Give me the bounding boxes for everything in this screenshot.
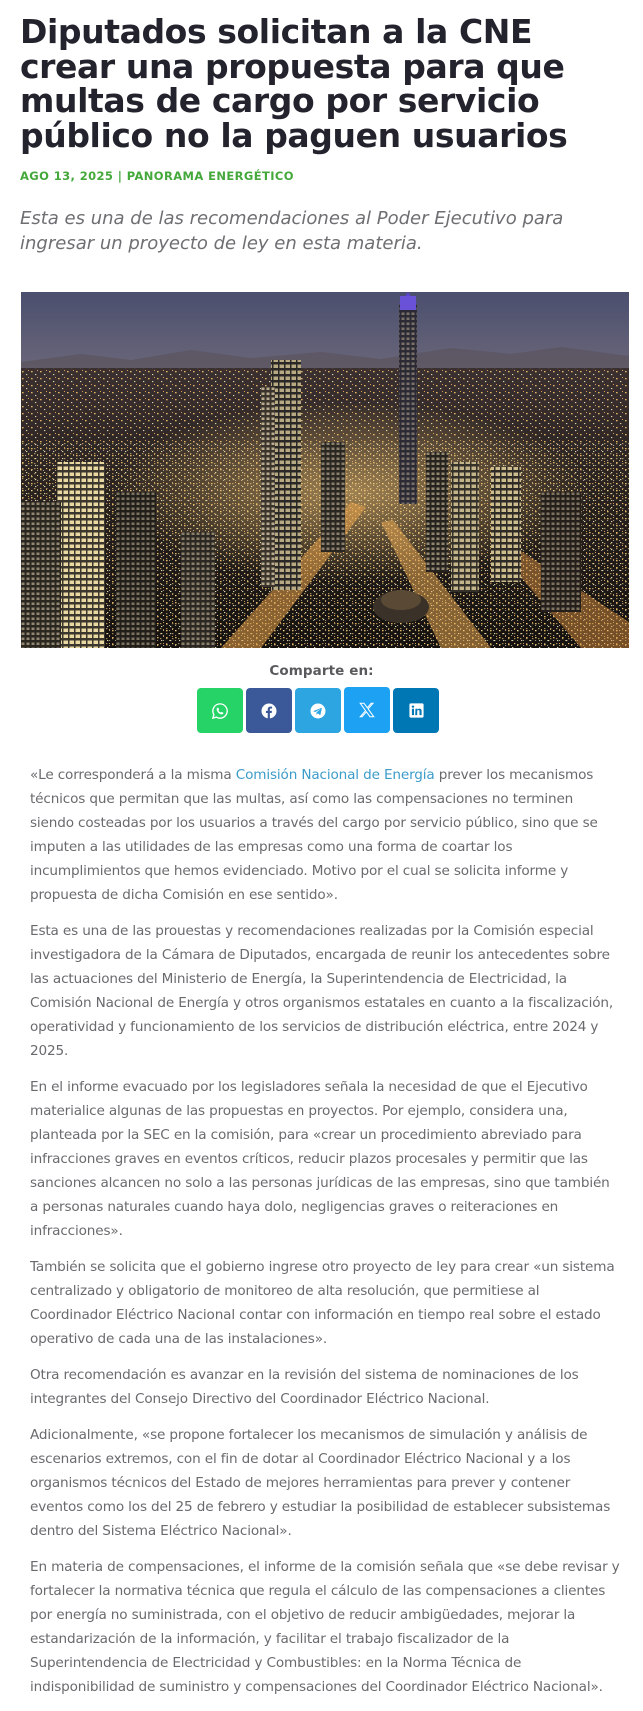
article-paragraph xyxy=(30,763,620,907)
article-paragraph: Adicionalmente, «se propone fortalecer los mecanismos de simulación y análisis de escenarios extremos, con el fin de dotar al Coordinador Eléctrico Nacional y a los organismos técnicos del Estado de mejores herramientas para prever y contener eventos como los del 25 de febrero y estudiar la posibilidad de establecer subsistemas dentro del Sistema Eléctrico Nacional». xyxy=(30,1427,611,1539)
share-linkedin-button[interactable] xyxy=(393,688,439,733)
share-x-button[interactable] xyxy=(344,687,390,733)
linkedin-icon xyxy=(408,702,425,719)
article-body xyxy=(30,763,620,1711)
telegram-icon xyxy=(309,702,327,720)
article-title: Diputados solicitan a la CNE crear una propuesta para que multas de cargo por servicio público no la paguen usuarios xyxy=(20,12,568,155)
paragraph-text: «Le corresponderá a la misma xyxy=(30,767,236,783)
share-section xyxy=(0,663,643,679)
article-meta: AGO 13, 2025 | PANORAMA ENERGÉTICO xyxy=(20,169,294,183)
share-buttons xyxy=(197,688,457,734)
whatsapp-icon xyxy=(211,702,229,720)
article-paragraph: También se solicita que el gobierno ingrese otro proyecto de ley para crear «un sistema centralizado y obligatorio de monitoreo de alta resolución, que permitiese al Coordinador Eléctrico Nacional contar con información en tiempo real sobre el estado operativo de cada una de las instalaciones». xyxy=(30,1259,615,1347)
article-lead: Esta es una de las recomendaciones al Poder Ejecutivo para ingresar un proyecto de ley en esta materia. xyxy=(20,208,564,254)
share-telegram-button[interactable] xyxy=(295,688,341,733)
hero-image-city-night xyxy=(21,292,629,648)
article-paragraph: Esta es una de las prouestas y recomendaciones realizadas por la Comisión especial investigadora de la Cámara de Diputados, encargada de reunir los antecedentes sobre las actuaciones del Ministerio de Energía, la Superintendencia de Electricidad, la Comisión Nacional de Energía y otros organismos estatales en cuanto a la fiscalización, operatividad y funcionamiento de los servicios de distribución eléctrica, entre 2024 y 2025. xyxy=(30,923,614,1059)
paragraph-text: prever los mecanismos técnicos que permitan que las multas, así como las compensaciones no terminen siendo costeadas por los usuarios a través del cargo por servicio público, sino que se imputen a las utilidades de las empresas como una forma de coartar los incumplimientos que hemos evidenciado. Motivo por el cual se solicita informe y propuesta de dicha Comisión en ese sentido». xyxy=(30,767,598,903)
share-facebook-button[interactable] xyxy=(246,688,292,733)
x-icon xyxy=(358,701,376,719)
share-label: Comparte en: xyxy=(269,663,374,679)
article-paragraph: Otra recomendación es avanzar en la revisión del sistema de nominaciones de los integrantes del Consejo Directivo del Coordinador Eléctrico Nacional. xyxy=(30,1367,579,1407)
article-paragraph: En materia de compensaciones, el informe de la comisión señala que «se debe revisar y fortalecer la normativa técnica que regula el cálculo de las compensaciones a clientes por energía no suministrada, con el objetivo de reducir ambigüedades, mejorar la estandarización de la información, y facilitar el trabajo fiscalizador de la Superintendencia de Electricidad y Combustibles: en la Norma Técnica de indisponibilidad de suministro y compensaciones del Coordinador Eléctrico Nacional». xyxy=(30,1559,620,1695)
article-paragraph: En el informe evacuado por los legisladores señala la necesidad de que el Ejecutivo materialice algunas de las propuestas en proyectos. Por ejemplo, considera una, planteada por la SEC en la comisión, para «crear un procedimiento abreviado para infracciones graves en eventos críticos, reducir plazos procesales y permitir que las sanciones alcancen no solo a las personas jurídicas de las empresas, sino que también a personas naturales cuando haya dolo, negligencias graves o reiteraciones en infracciones». xyxy=(30,1079,610,1239)
facebook-icon xyxy=(260,702,278,720)
cne-link[interactable]: Comisión Nacional de Energía xyxy=(235,767,435,783)
share-whatsapp-button[interactable] xyxy=(197,688,243,733)
